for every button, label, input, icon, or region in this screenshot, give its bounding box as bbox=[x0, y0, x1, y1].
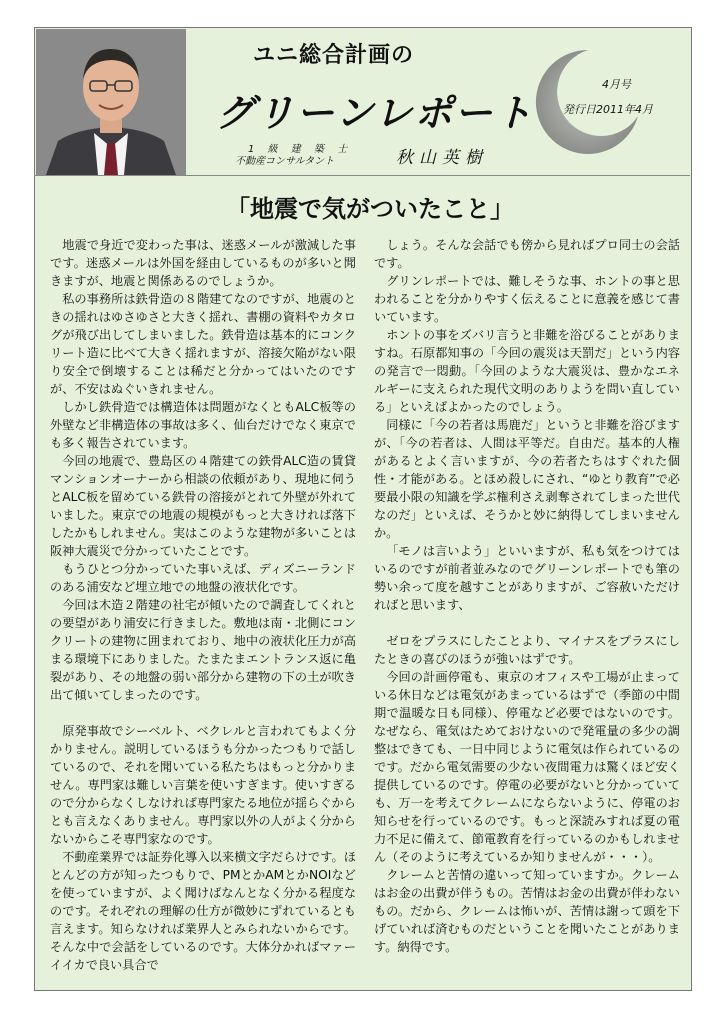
paragraph: 地震で身近で変わった事は、迷惑メールが激減した事です。迷惑メールは外国を経由しているものが多いと聞きますが、地震と関係あるのでしょうか。 bbox=[50, 238, 356, 288]
newsletter-title: グリーンレポート bbox=[216, 91, 535, 135]
paragraph: クレームと苦情の違いって知っていますか。クレームはお金の出費が伴うもの。苦情はお金の出費が伴わないもの。だから、クレームは怖いが、苦情は謝って頭を下げていれば済むものだということを聞いたことがあります。納得です。 bbox=[374, 868, 680, 954]
paragraph: グリンレポートでは、難しそうな事、ホントの事と思われることを分かりやすく伝えることに意義を感じて書いています。 bbox=[374, 274, 680, 324]
paragraph: 不動産業界では証券化導入以来横文字だらけです。ほとんどの方が知ったつもりで、PMとかAMとかNOIなどを使っていますが、よく聞けばなんとなく分かる程度なのです。それぞれの理解の仕方が微妙にずれているとも言えます。知らなければ業界人とみられないからです。そんな中で会話をしているのです。大体分かればマァーイイカで良い具合で bbox=[50, 850, 356, 972]
paragraph: 今回の計画停電も、東京のオフィスや工場が止まっている休日などは電気があまっているはずで（季節の中間期で温暖な日も同様）、停電など必要ではないのです。なぜなら、電気はためておけないので発電量の多少の調整はできても、一日中同じように電気は作られているのです。だから電気需要の少ない夜間電力は驚くほど安く提供しているのです。停電の必要がないと分かっていても、万一を考えてクレームにならないように、停電のお知らせを行っているのです。もっと深読みすれば夏の電力不足に備えて、節電教育を行っているのかもしれません（そのように考えているか知りませんが・・・）。 bbox=[374, 670, 680, 864]
paragraph: 今回の地震で、豊島区の４階建ての鉄骨ALC造の賃貸マンションオーナーから相談の依頼があり、現地に伺うとALC板を留めている鉄骨の溶接がとれて外壁が外れていました。東京での地震の規模がもっと大きければ落下したかもしれません。実はこのような建物が多いことは阪神大震災で分かっていたことです。 bbox=[50, 454, 356, 558]
author-photo bbox=[36, 29, 186, 175]
article-column-right bbox=[374, 236, 680, 956]
author-credential-architect: 1 級 建 築 士 bbox=[248, 144, 353, 155]
publication-date: 発行日2011年4月 bbox=[563, 103, 653, 116]
paragraph: もうひとつ分かっていた事いえば、ディズニーランドのある浦安など埋立地での地盤の液状化です。 bbox=[50, 562, 356, 594]
paragraph: 「モノは言いよう」といいますが、私も気をつけてはいるのですが前者並みなのでグリーンレポートでも筆の勢い余って度を越すことがありますが、ご容赦いただければと思います、 bbox=[374, 544, 680, 612]
paragraph: ホントの事をズバリ言うと非難を浴びることがありますね。石原都知事の「今回の震災は天罰だ」という内容の発言で一悶動。「今回のような大震災は、豊かなエネルギーに支えられた現代文明のありようを問い直している」といえばよかったのでしょう。 bbox=[374, 328, 680, 414]
paragraph: 私の事務所は鉄骨造の８階建てなのですが、地震のときの揺れはゆさゆさと大きく揺れ、書棚の資料やカタログが飛び出してしまいました。鉄骨造は基本的にコンクリート造に比べて大きく揺れますが、溶接欠陥がない限り安全で倒壊することは稀だと分かってはいたのですが、不安はぬぐいきれません。 bbox=[50, 292, 356, 396]
paragraph: ゼロをプラスにしたことより、マイナスをプラスにしたときの喜びのほうが強いはずです。 bbox=[374, 634, 680, 666]
author-name: 秋山英樹 bbox=[396, 148, 488, 168]
issue-label: 4月号 bbox=[602, 78, 631, 91]
paragraph-spacer bbox=[374, 614, 680, 632]
paragraph: しょう。そんな会話でも傍から見ればプロ同士の会話です。 bbox=[374, 238, 680, 270]
article-headline: 「地震で気がついたこと」 bbox=[226, 195, 514, 223]
paragraph-spacer bbox=[50, 704, 356, 722]
paragraph: 今回は木造２階建の社宅が傾いたので調査してくれとの要望があり浦安に行きました。敷地は南・北側にコンクリートの建物に囲まれており、地中の液状化圧力が高まる環境下にありました。たまたまエントランス返に亀裂があり、その地盤の弱い部分から建物の下の土が吹き出て傾いてしまったのです。 bbox=[50, 598, 356, 702]
author-credential-consultant: 不動産コンサルタント bbox=[235, 156, 335, 167]
publisher-name: ユニ総合計画の bbox=[253, 43, 415, 68]
paragraph: しかし鉄骨造では構造体は問題がなくともALC板等の外壁など非構造体の事故は多く、仙台だけでなく東京でも多く報告されています。 bbox=[50, 400, 356, 450]
article-column-left bbox=[50, 236, 356, 974]
paragraph: 原発事故でシーベルト、ベクレルと言われてもよく分かりません。説明しているほうも分かったつもりで話しているので、それを聞いている私たちはもっと分かりません。専門家は難しい言葉を使いすぎます。使いすぎるので分からなくしなければ専門家たる地位が揺らぐからとも言えなくありません。専門家以外の人がよく分からないからこそ専門家なのです。 bbox=[50, 724, 356, 846]
paragraph: 同様に「今の若者は馬鹿だ」というと非難を浴びますが、「今の若者は、人間は平等だ。自由だ。基本的人権があるとよく言いますが、今の若者たちはすぐれた個性・才能がある。とほめ殺しにされ、“ゆとり教育”で必要最小限の知識を学ぶ権利さえ剥奪されてしまった世代なのだ」といえば、そうかと妙に納得してしまいませんか。 bbox=[374, 418, 680, 540]
